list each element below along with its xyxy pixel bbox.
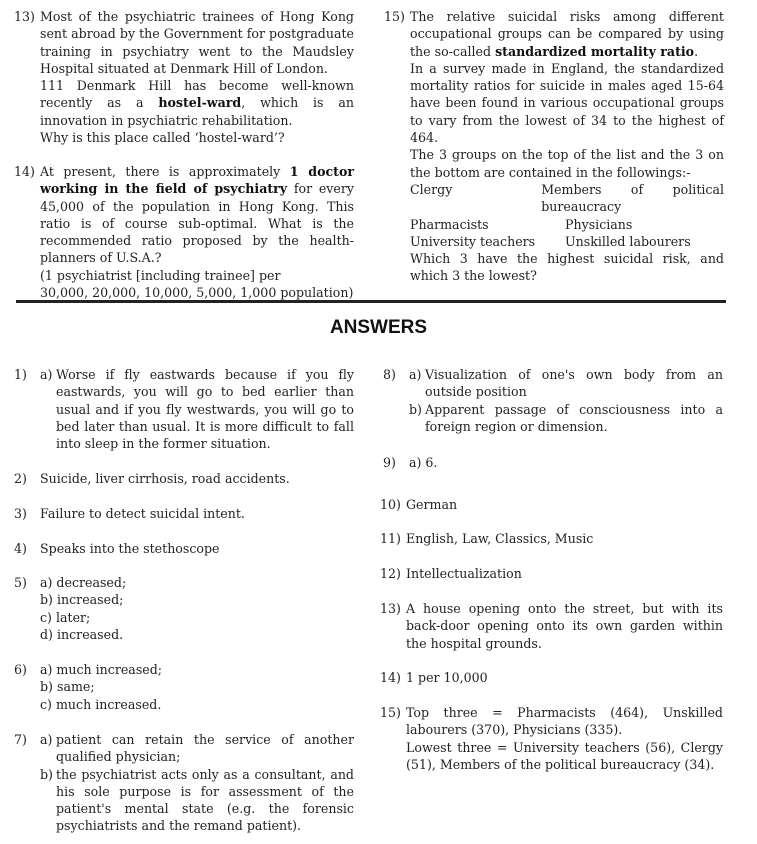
section-divider: [16, 300, 726, 303]
answer-13: 13) A house opening onto the street, but with its back-door opening onto its own garden within the hospital grounds.: [380, 601, 723, 651]
answer-8: 8) a) Visualization of one's own body from an outside position b) Apparent passage of consciousness into a foreign region or dimension.: [383, 367, 723, 434]
question-prompt: Why is this place called ‘hostel-ward’?: [40, 130, 285, 146]
answer-12: 12) Intellectualization: [380, 566, 522, 581]
question-text: 30,000, 20,000, 10,000, 5,000, 1,000 population): [40, 285, 354, 301]
question-number: 15): [384, 9, 405, 24]
group-row: University teachers Unskilled labourers: [410, 233, 691, 249]
answer-3: 3) Failure to detect suicidal intent.: [14, 506, 245, 521]
answer-9: 9) a) 6.: [383, 455, 438, 470]
answer-4: 4) Speaks into the stethoscope: [14, 541, 220, 556]
question-prompt: Which 3 have the highest suicidal risk, and which 3 the lowest?: [410, 251, 724, 284]
question-text: The 3 groups on the top of the list and the 3 on the bottom are contained in the followings:-: [410, 147, 724, 180]
question-14: [14, 163, 354, 301]
answers-heading: ANSWERS: [329, 317, 428, 338]
question-text: Most of the psychiatric trainees of Hong Kong sent abroad by the Government for postgraduate training in psychiatry went to the Maudsley Hospital situated at Denmark Hill of London.: [40, 9, 354, 76]
group-row: Pharmacists Physicians: [410, 216, 633, 232]
group-row: Clergy Members of political bureaucracy: [410, 181, 724, 215]
answer-15: 15) Top three = Pharmacists (464), Unskilled labourers (370), Physicians (335). Lowest three = University teachers (56), Clergy (51), Members of the political bureaucracy (34).: [380, 705, 723, 772]
question-number: 13): [14, 9, 35, 24]
answer-2: 2) Suicide, liver cirrhosis, road accidents.: [14, 471, 290, 486]
answer-7: 7) a) patient can retain the service of another qualified physician; b) the psychiatrist acts only as a consultant, and his sole purpose is for assessment of the patient's mental state (e.g. the forensic psychiatrists and the remand patient).: [14, 732, 354, 834]
answer-6: 6) a) much increased; b) same; c) much increased.: [14, 662, 163, 712]
answer-5: 5) a) decreased; b) increased; c) later; d) increased.: [14, 575, 127, 642]
question-text: 111 Denmark Hill has become well-known recently as a hostel-ward, which is an innovation in psychiatric rehabilitation.: [40, 78, 354, 128]
answer-11: 11) English, Law, Classics, Music: [380, 531, 594, 546]
answer-1: 1) a) Worse if fly eastwards because if you fly eastwards, you will go to bed earlier than usual and if you fly westwards, you will go to bed later than usual. It is more difficult to fall into sleep in the former situation.: [14, 367, 354, 452]
question-13: [14, 8, 354, 146]
question-text: In a survey made in England, the standardized mortality ratios for suicide in males aged 15-64 have been found in various occupational groups to vary from the lowest of 34 to the highest of 464.: [410, 60, 724, 146]
question-number: 14): [14, 164, 35, 179]
question-text: The relative suicidal risks among different occupational groups can be compared by using the so-called standardized mortality ratio.: [410, 9, 724, 59]
answer-14: 14) 1 per 10,000: [380, 670, 488, 685]
question-text: (1 psychiatrist [including trainee] per: [40, 267, 281, 283]
question-15: [384, 8, 724, 285]
question-text: At present, there is approximately 1 doctor working in the field of psychiatry for every 45,000 of the population in Hong Kong. This ratio is of course sub-optimal. What is the recommended ratio proposed by the health-planners of U.S.A.?: [40, 164, 355, 266]
answer-10: 10) German: [380, 497, 458, 512]
